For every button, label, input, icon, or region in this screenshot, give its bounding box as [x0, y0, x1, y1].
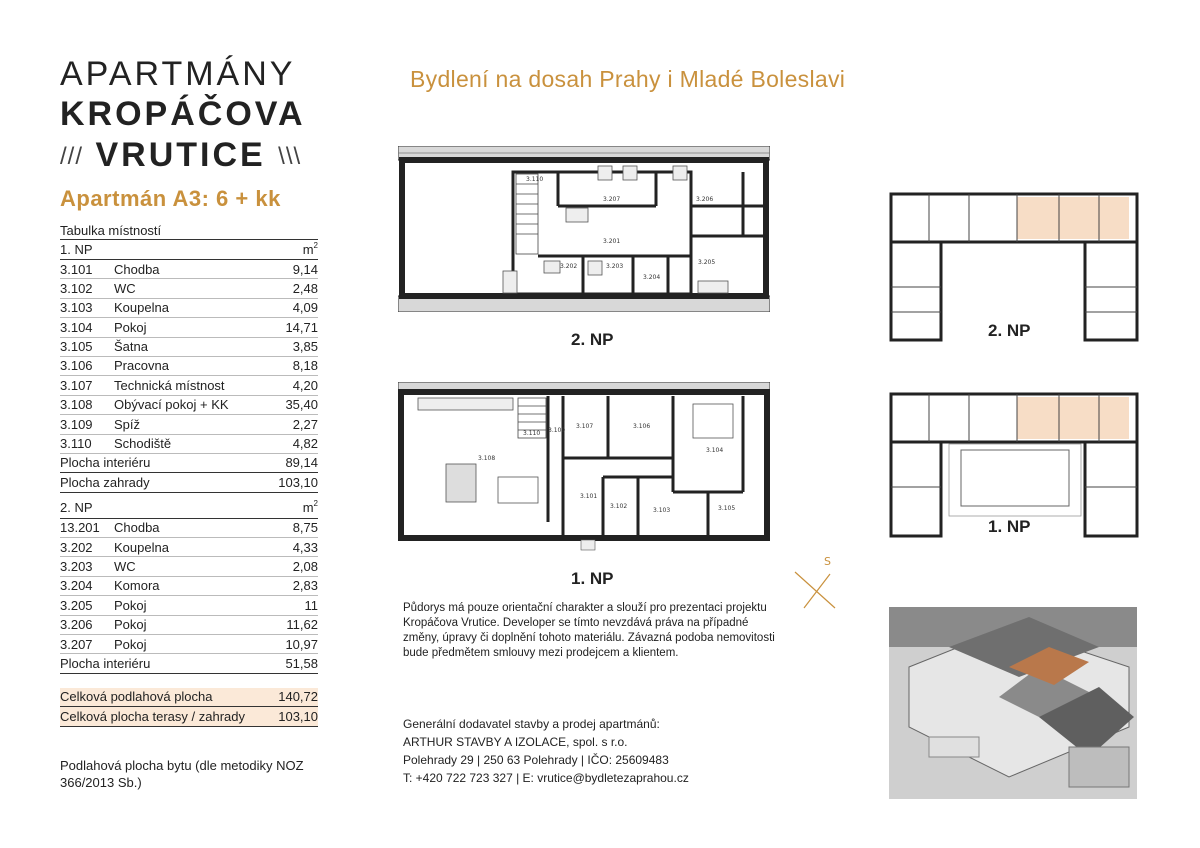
table-row: [60, 596, 318, 615]
table-row: [60, 519, 318, 538]
room-area: 4,82: [292, 436, 318, 452]
np2-room-3207: 3.207: [603, 196, 621, 203]
brand-logo: [60, 54, 320, 178]
room-code: 3.101: [60, 261, 93, 277]
np1-room-3108: 3.108: [478, 455, 496, 462]
total-terrace-label: Celková plocha terasy / zahrady: [60, 708, 245, 724]
table-row: [60, 260, 318, 279]
room-area: 9,14: [292, 261, 318, 277]
room-code: 3.203: [60, 558, 93, 574]
floor2-header-row: [60, 499, 318, 519]
room-code: 3.206: [60, 617, 93, 633]
room-code: 3.205: [60, 597, 93, 613]
np1-room-3103: 3.103: [653, 507, 671, 514]
floor2-header: 2. NP: [60, 500, 93, 516]
room-area: 2,83: [292, 578, 318, 594]
total-terrace-value: 103,10: [278, 708, 318, 724]
room-name: Chodba: [114, 520, 160, 536]
brand-vrutice-text: VRUTICE: [95, 136, 266, 174]
floor2-interior-row: [60, 654, 318, 673]
room-code: 13.201: [60, 520, 100, 536]
np1-room-3105: 3.105: [718, 505, 736, 512]
room-code: 3.109: [60, 416, 93, 432]
table-row: [60, 435, 318, 454]
room-name: Spíž: [114, 416, 141, 432]
room-code: 3.202: [60, 539, 93, 555]
floor1-header-row: [60, 240, 318, 260]
total-floor-value: 140,72: [278, 689, 318, 705]
contact-line-1: Generální dodavatel stavby a prodej apartmánů:: [403, 717, 660, 731]
np2-room-3203: 3.203: [606, 263, 624, 270]
np2-plan-label: 2. NP: [571, 330, 614, 349]
room-area: 8,18: [292, 358, 318, 374]
floor-plan-np1: [398, 382, 770, 552]
brand-line-vrutice: [60, 134, 320, 178]
floor-plan-np2: [398, 146, 770, 312]
total-floor-label: Celková podlahová plocha: [60, 689, 213, 705]
table-row: [60, 616, 318, 635]
table-row: [60, 538, 318, 557]
room-code: 3.104: [60, 319, 93, 335]
np2-room-3110: 3.110: [526, 176, 544, 183]
room-area: 2,27: [292, 416, 318, 432]
table-row: [60, 557, 318, 576]
floor1-interior-label: Plocha interiéru: [60, 455, 151, 471]
contact-address: Polehrady 29 | 250 63 Polehrady | IČO: 25609483: [403, 753, 669, 767]
table-row: [60, 635, 318, 654]
room-area: 11,62: [286, 617, 318, 633]
room-table: [60, 222, 318, 727]
room-name: Schodiště: [114, 436, 172, 452]
room-area: 35,40: [285, 397, 318, 413]
table-caption: Tabulka místností: [60, 222, 318, 240]
total-terrace-row: [60, 707, 318, 726]
room-code: 3.105: [60, 339, 93, 355]
floor1-unit: $m^2$: [302, 240, 318, 257]
room-code: 3.110: [60, 436, 92, 452]
floor1-interior-row: [60, 454, 318, 473]
compass-north-letter: S: [824, 555, 831, 568]
room-code: 3.107: [60, 377, 93, 393]
total-floor-row: [60, 688, 318, 707]
np1-room-3104: 3.104: [706, 447, 724, 454]
brand-line-kropacova: KROPÁČOVA: [60, 95, 306, 133]
np2-room-3206: 3.206: [696, 196, 714, 203]
overview-np2-label: 2. NP: [988, 321, 1031, 340]
np1-room-3110: 3.110: [523, 430, 541, 437]
room-name: Pokoj: [114, 617, 147, 633]
room-area: 8,75: [292, 520, 318, 536]
room-area: 2,08: [292, 558, 318, 574]
brand-line-apartmany: APARTMÁNY: [60, 55, 296, 93]
table-row: [60, 318, 318, 337]
room-name: Obývací pokoj + KK: [114, 397, 229, 413]
floor1-rows: [60, 260, 318, 454]
table-row: [60, 279, 318, 298]
room-name: Pokoj: [114, 319, 147, 335]
apartment-title: Apartmán A3: 6 + kk: [60, 186, 281, 211]
table-row: [60, 577, 318, 596]
floor1-header: 1. NP: [60, 241, 93, 257]
table-row: [60, 415, 318, 434]
aerial-render-image: [889, 607, 1137, 799]
room-area: 4,20: [292, 377, 318, 393]
room-name: Pokoj: [114, 597, 147, 613]
room-code: 3.102: [60, 280, 93, 296]
room-name: Chodba: [114, 261, 160, 277]
np2-room-3201: 3.201: [603, 238, 621, 245]
table-row: [60, 396, 318, 415]
compass-icon: [790, 552, 840, 612]
room-name: WC: [114, 280, 136, 296]
np1-room-3101: 3.101: [580, 493, 598, 500]
brand-slashes-right: \\\: [278, 143, 302, 171]
room-code: 3.204: [60, 578, 93, 594]
room-code: 3.207: [60, 636, 93, 652]
room-area: 4,33: [292, 539, 318, 555]
room-name: Šatna: [114, 339, 148, 355]
room-area: 2,48: [292, 280, 318, 296]
floor2-unit: $m^2$: [302, 499, 318, 516]
room-name: Komora: [114, 578, 160, 594]
room-name: Technická místnost: [114, 377, 225, 393]
np1-room-3106: 3.106: [633, 423, 651, 430]
np2-room-3204: 3.204: [643, 274, 661, 281]
np1-room-3109: 3.109: [548, 427, 566, 434]
contact-company: ARTHUR STAVBY A IZOLACE, spol. s r.o.: [403, 735, 628, 749]
room-code: 3.106: [60, 358, 93, 374]
room-name: Koupelna: [114, 539, 169, 555]
floor2-interior-label: Plocha interiéru: [60, 655, 151, 671]
brand-slashes-left: ///: [60, 143, 84, 171]
table-row: [60, 299, 318, 318]
disclaimer-text: Půdorys má pouze orientační charakter a slouží pro prezentaci projektu Kropáčova Vrutice. Developer se tímto nevzdává práva na případné změny, úpravy či doplnění tohoto materiálu. Závazná podoba nemovitosti bude předmětem smlouvy mezi prodejcem a klientem.: [403, 602, 775, 659]
room-code: 3.103: [60, 300, 93, 316]
floor1-garden-row: [60, 473, 318, 492]
np1-plan-label: 1. NP: [571, 569, 614, 588]
area-methodology-note: Podlahová plocha bytu (dle metodiky NOZ 366/2013 Sb.): [60, 758, 304, 790]
overview-np1-label: 1. NP: [988, 517, 1031, 536]
room-code: 3.108: [60, 397, 93, 413]
room-name: Koupelna: [114, 300, 169, 316]
room-name: WC: [114, 558, 136, 574]
contact-block: [403, 715, 803, 787]
room-area: 4,09: [292, 300, 318, 316]
np2-room-3202: 3.202: [560, 263, 578, 270]
floor1-garden-label: Plocha zahrady: [60, 474, 150, 490]
floor1-garden-value: 103,10: [278, 474, 318, 490]
contact-phone-email: T: +420 722 723 327 | E: vrutice@bydletezaprahou.cz: [403, 771, 689, 785]
room-area: 11: [304, 597, 318, 613]
np1-room-3102: 3.102: [610, 503, 628, 510]
np1-room-3107: 3.107: [576, 423, 594, 430]
room-name: Pokoj: [114, 636, 147, 652]
table-row: [60, 376, 318, 395]
room-name: Pracovna: [114, 358, 169, 374]
room-area: 14,71: [285, 319, 318, 335]
room-area: 3,85: [292, 339, 318, 355]
floor1-interior-value: 89,14: [285, 455, 318, 471]
room-area: 10,97: [285, 636, 318, 652]
floor2-rows: [60, 519, 318, 655]
table-row: [60, 357, 318, 376]
floor2-interior-value: 51,58: [285, 655, 318, 671]
np2-room-3205: 3.205: [698, 259, 716, 266]
table-row: [60, 338, 318, 357]
tagline: Bydlení na dosah Prahy i Mladé Boleslavi: [410, 66, 846, 92]
